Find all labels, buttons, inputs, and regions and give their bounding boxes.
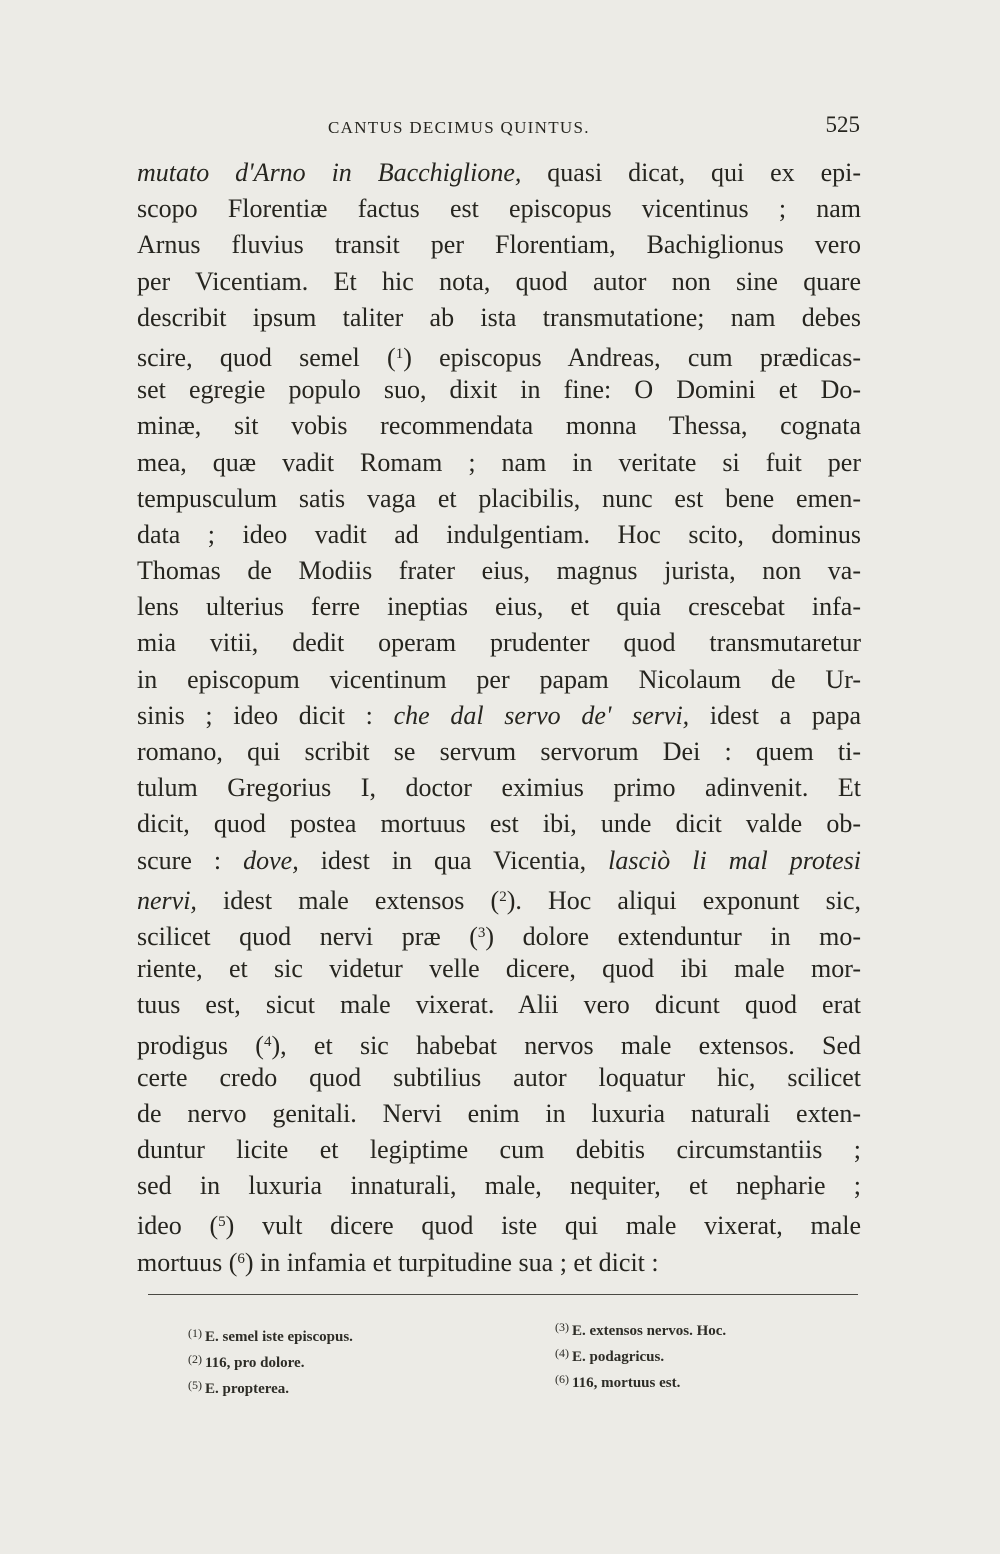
footnote-ref: 4 [263,1033,272,1050]
text-line: scire, quod semel ($^1$) episcopus Andreas, cum prædicas- [137,342,861,372]
text-line: mia vitii, dedit operam prudenter quod transmutaretur [137,628,861,658]
text-line: nervi, idest male extensos ($^2$). Hoc aliqui exponunt sic, [137,885,861,915]
footnote-ref: 5 [218,1214,226,1231]
footnotes-right [555,1316,726,1394]
footnote: $^{(6)}$ 116, mortuus est. [555,1372,681,1391]
text-line: mortuus ($^6$) in infamia et turpitudine sua ; et dicit : [137,1247,659,1277]
footnotes-left [188,1322,353,1400]
text-line: in episcopum vicentinum per papam Nicolaum de Ur- [137,664,861,694]
footnote: $^{(1)}$ E. semel iste episcopus. [188,1326,353,1345]
text-line: mea, quæ vadit Romam ; nam in veritate si fuit per [137,447,861,477]
text-line: tempusculum satis vaga et placibilis, nunc est bene emen- [137,483,861,513]
text-line: data ; ideo vadit ad indulgentiam. Hoc scito, dominus [137,519,861,549]
running-head [138,112,860,146]
text-line: scure : dove, idest in qua Vicentia, lasciò li mal protesi [137,845,861,875]
body-text [137,155,861,1277]
text-line: sed in luxuria innaturali, male, nequiter, et nepharie ; [137,1171,861,1201]
text-line: tulum Gregorius I, doctor eximius primo adinvenit. Et [137,773,861,803]
text-line: scilicet quod nervi præ ($^3$) dolore extenduntur in mo- [137,921,861,951]
footnote: $^{(2)}$ 116, pro dolore. [188,1352,305,1371]
text-line: ideo ($^5$) vult dicere quod iste qui male vixerat, male [137,1211,861,1241]
text-line: per Vicentiam. Et hic nota, quod autor non sine quare [137,266,861,296]
text-line: scopo Florentiæ factus est episcopus vicentinus ; nam [137,194,861,224]
footnote-divider [148,1294,858,1295]
footnote-ref: 6 [237,1250,245,1267]
footnote: $^{(5)}$ E. propterea. [188,1378,290,1397]
text-line: lens ulterius ferre ineptias eius, et quia crescebat infa- [137,592,861,622]
footnote: $^{(3)}$ E. extensos nervos. Hoc. [555,1320,727,1339]
text-line: certe credo quod subtilius autor loquatur hic, scilicet [137,1062,861,1092]
text-line: duntur licite et legiptime cum debitis circumstantiis ; [137,1135,861,1165]
text-line: set egregie populo suo, dixit in fine: O Domini et Do- [137,375,861,405]
footnote-ref: 3 [477,924,486,941]
text-line: prodigus ($^4$), et sic habebat nervos male extensos. Sed [137,1030,861,1060]
text-line: de nervo genitali. Nervi enim in luxuria naturali exten- [137,1098,861,1128]
footnote: $^{(4)}$ E. podagricus. [555,1346,665,1365]
text-line: tuus est, sicut male vixerat. Alii vero dicunt quod erat [137,990,861,1020]
text-line: describit ipsum taliter ab ista transmutatione; nam debes [137,302,861,332]
text-line: sinis ; ideo dicit : che dal servo de' servi, idest a papa [137,700,861,730]
text-line: romano, qui scribit se servum servorum Dei : quem ti- [137,737,861,766]
text-line: riente, et sic videtur velle dicere, quod ibi male mor- [137,954,861,984]
text-line: Arnus fluvius transit per Florentiam, Bachiglionus vero [137,230,861,260]
text-line: dicit, quod postea mortuus est ibi, unde dicit valde ob- [137,809,861,839]
footnote-ref: 2 [499,888,507,905]
page-number: 525 [825,112,860,137]
text-line: minæ, sit vobis recommendata monna Thessa, cognata [137,411,861,441]
text-line: mutato d'Arno in Bacchiglione, quasi dicat, qui ex epi- [137,158,861,187]
text-line: Thomas de Modiis frater eius, magnus jurista, non va- [137,556,861,586]
footnote-ref: 1 [395,345,404,362]
running-title: CANTUS DECIMUS QUINTUS. [328,118,590,137]
